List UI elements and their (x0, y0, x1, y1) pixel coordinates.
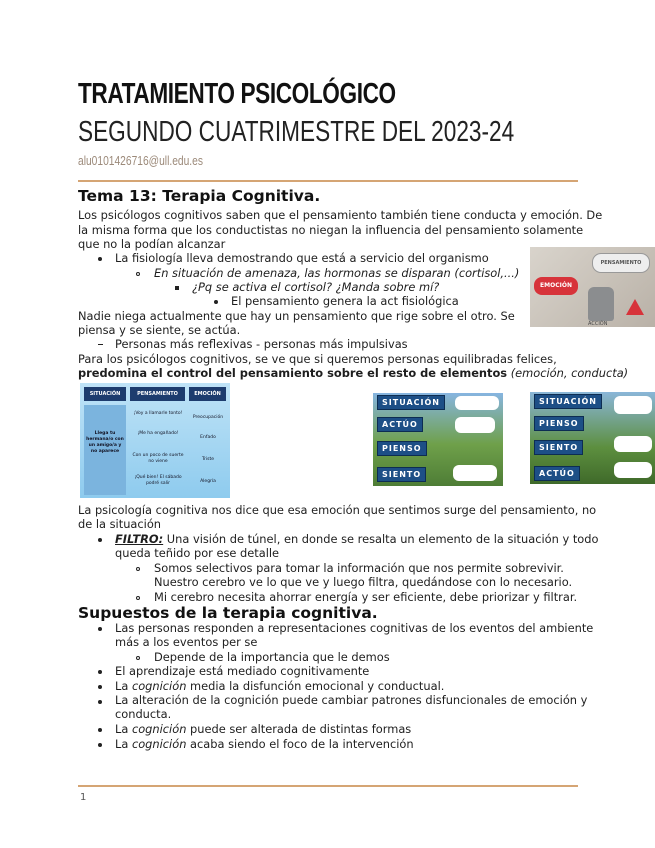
hand-icon (588, 287, 614, 321)
bullet-filtro-2: queda teñido por ese detalle (115, 546, 280, 560)
bullet-dot (98, 670, 102, 674)
author-email: alu0101426716@ull.edu.es (78, 154, 203, 168)
intro-paragraph (78, 208, 603, 252)
bullet-dot (98, 728, 102, 732)
predomina-italic: (emoción, conducta) (507, 366, 629, 380)
paragraph-predomina (78, 366, 628, 381)
bullet-representaciones-2: más a los eventos per se (115, 635, 258, 649)
paragraph-nadie-niega: Nadie niega actualmente que hay un pensamiento que rige sobre el otro. Se (78, 309, 515, 323)
cycle-tag: SIENTO (534, 440, 583, 455)
table-cell: ¡Qué bien! El sábado podré salir (134, 475, 182, 486)
cycle-image-2 (530, 392, 655, 484)
bullet-dot (98, 627, 102, 631)
bullet-dot (214, 300, 218, 304)
bullet-dot (98, 743, 102, 747)
b3-pre: La (115, 679, 132, 693)
b5-pre: La (115, 722, 132, 736)
b6-pre: La (115, 737, 132, 751)
bullet-circle (136, 567, 140, 571)
speech-bubble (455, 396, 499, 410)
b3-post: media la disfunción emocional y conductual. (186, 679, 445, 693)
bullet-aprendizaje: El aprendizaje está mediado cognitivamente (115, 664, 370, 678)
bullet-square (175, 286, 179, 290)
cycle-tag: ACTÚO (377, 417, 423, 432)
table-cell: Enfado (200, 435, 216, 440)
bullet-selectivos-2: Nuestro cerebro ve lo que ve y luego filtra, quedándose con lo necesario. (154, 575, 573, 589)
speech-bubble (614, 396, 652, 414)
situation-table-image (80, 383, 230, 498)
bullet-circle (136, 272, 140, 276)
bullet-dot (98, 538, 102, 542)
cycle-tag: SITUACIÓN (534, 394, 602, 409)
document-title: TRATAMIENTO PSICOLÓGICO (78, 78, 396, 110)
bullet-representaciones: Las personas responden a representaciones cognitivas de los eventos del ambiente (115, 621, 594, 635)
table-cell: Llega tu hermana/o con un amigo/a y no aparece (86, 431, 124, 454)
bullet-amenaza-text: En situación de amenaza, las hormonas se disparan (cortisol,...) (154, 266, 520, 280)
bullet-cognicion-media (115, 679, 444, 694)
action-label: ACCIÓN (588, 321, 608, 327)
section-heading-supuestos: Supuestos de la terapia cognitiva. (78, 604, 378, 622)
paragraph-psicologia-cognitiva: La psicología cognitiva nos dice que esa emoción que sentimos surge del pensamiento, no (78, 503, 597, 517)
filtro-label: FILTRO: (115, 532, 164, 546)
page-number: 1 (80, 792, 87, 803)
b5-em: cognición (131, 722, 187, 736)
b6-post: acaba siendo el foco de la intervención (186, 737, 414, 751)
section-heading-tema13: Tema 13: Terapia Cognitiva. (78, 187, 321, 205)
filtro-text: Una visión de túnel, en donde se resalta un elemento de la situación y todo (163, 532, 599, 546)
cycle-tag: ACTÚO (534, 466, 580, 481)
table-header: SITUACIÓN (84, 387, 126, 401)
cycle-image-1 (373, 393, 503, 486)
table-cell: ¡Me ha engañado! (137, 431, 179, 436)
bullet-alterada (115, 722, 411, 737)
bullet-importancia: Depende de la importancia que le demos (154, 650, 390, 664)
speech-bubble (455, 417, 495, 433)
cycle-tag: SIENTO (377, 467, 426, 482)
intro-line: que no la podían alcanzar (78, 237, 226, 252)
bullet-ahorrar: Mi cerebro necesita ahorrar energía y ser eficiente, debe priorizar y filtrar. (154, 590, 578, 604)
header-divider (78, 180, 578, 182)
warning-icon (626, 299, 644, 315)
table-header: EMOCIÓN (189, 387, 226, 401)
table-left-column (84, 405, 126, 495)
paragraph-nadie-niega-2: piensa y se siente, se actúa. (78, 323, 241, 337)
bullet-dash (98, 344, 103, 345)
speech-bubble (453, 465, 497, 481)
b6-em: cognición (131, 737, 187, 751)
bullet-dot (98, 700, 102, 704)
b5-post: puede ser alterada de distintas formas (186, 722, 412, 736)
table-cell: Con un poco de suerte no viene (132, 453, 184, 464)
document-subtitle: SEGUNDO CUATRIMESTRE DEL 2023-24 (78, 116, 515, 148)
predomina-bold: predomina el control del pensamiento sobre el resto de elementos (78, 366, 508, 380)
bullet-circle (136, 656, 140, 660)
bullet-filtro (115, 532, 598, 547)
bullet-cortisol (192, 280, 439, 295)
bullet-dot (98, 685, 102, 689)
bullet-alteracion-2: conducta. (115, 707, 172, 721)
bullet-cortisol-text: ¿Pq se activa el cortisol? ¿Manda sobre mí? (192, 280, 440, 294)
bullet-pensamiento-genera: El pensamiento genera la act fisiológica (231, 294, 459, 308)
footer-divider (78, 785, 578, 787)
emotion-thought-image (530, 247, 655, 327)
bullet-personas: Personas más reflexivas - personas más impulsivas (115, 337, 408, 351)
intro-line: la misma forma que los conductistas no niegan la influencia del pensamiento solamente (78, 222, 584, 237)
speech-bubble (614, 462, 652, 478)
bullet-dot (98, 257, 102, 261)
bullet-circle (136, 596, 140, 600)
paragraph-psicologia-cognitiva-2: de la situación (78, 517, 162, 531)
cycle-tag: PIENSO (534, 416, 584, 431)
intro-line: Los psicólogos cognitivos saben que el pensamiento también tiene conducta y emoción. De (78, 208, 603, 222)
bullet-alteracion: La alteración de la cognición puede cambiar patrones disfuncionales de emoción y (115, 693, 588, 707)
table-cell: ¡Voy a llamarle tonto! (133, 411, 183, 416)
thought-cloud: PENSAMIENTO (592, 253, 650, 273)
table-cell: Alegría (200, 479, 216, 484)
table-cell: Preocupación (192, 415, 224, 420)
paragraph-psicologos: Para los psicólogos cognitivos, se ve que si queremos personas equilibradas felices, (78, 352, 557, 366)
bullet-amenaza (154, 266, 519, 281)
b3-em: cognición (131, 679, 187, 693)
bullet-foco (115, 737, 414, 752)
bullet-selectivos: Somos selectivos para tomar la información que nos permite sobrevivir. (154, 561, 564, 575)
table-cell: Triste (201, 457, 215, 462)
cycle-tag: PIENSO (377, 441, 427, 456)
table-header: PENSAMIENTO (130, 387, 185, 401)
speech-bubble (614, 436, 652, 452)
cycle-tag: SITUACIÓN (377, 395, 445, 410)
bullet-fisiologia: La fisiología lleva demostrando que está a servicio del organismo (115, 251, 489, 265)
emotion-label: EMOCIÓN (534, 277, 578, 295)
